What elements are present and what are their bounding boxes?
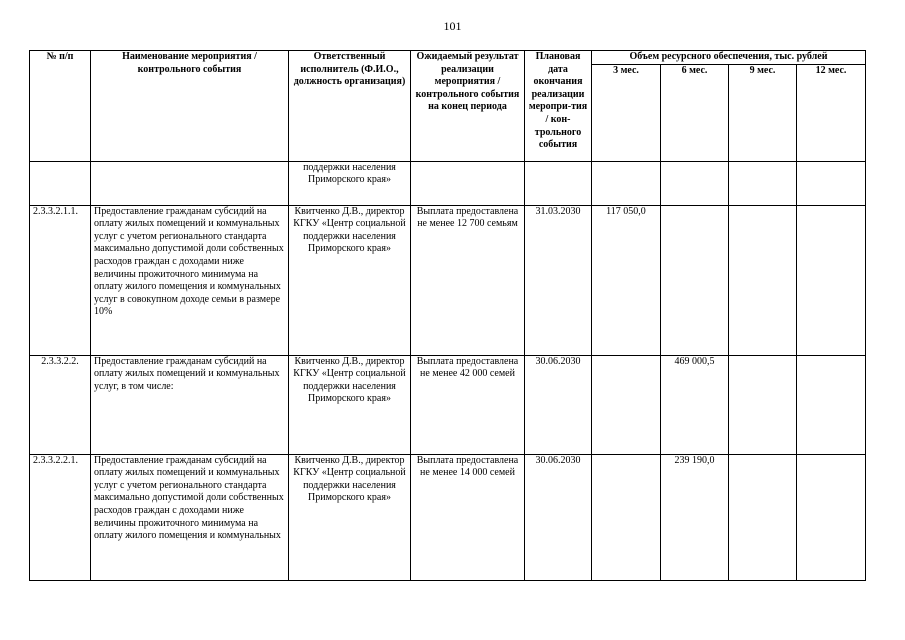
header-date: Плановая дата окончания реализации меропри-тия / кон-трольного события — [525, 51, 592, 162]
header-number: № п/п — [30, 51, 91, 162]
row-6-months — [661, 205, 729, 355]
row-9-months — [729, 205, 797, 355]
header-executor: Ответственный исполнитель (Ф.И.О., должность организация) — [289, 51, 411, 162]
row-12-months — [797, 205, 866, 355]
row-number — [30, 161, 91, 205]
row-9-months — [729, 355, 797, 454]
row-result: Выплата предоставлена не менее 42 000 семей — [411, 355, 525, 454]
row-9-months — [729, 454, 797, 580]
header-6-months: 6 мес. — [661, 64, 729, 161]
row-number: 2.3.3.2.1.1. — [30, 205, 91, 355]
header-12-months: 12 мес. — [797, 64, 866, 161]
row-executor: Квитченко Д.В., директор КГКУ «Центр социальной поддержки населения Приморского края» — [289, 454, 411, 580]
row-result — [411, 161, 525, 205]
row-6-months — [661, 161, 729, 205]
row-name: Предоставление гражданам субсидий на оплату жилых помещений и коммунальных услуг с учетом регионального стандарта максимально допустимой доли собственных расходов граждан с доходами ниже величины прожиточного минимума на оплату жилого помещения и коммунальных услуг в совокупном доходе семьи в размере 10% — [91, 205, 289, 355]
header-resources: Объем ресурсного обеспечения, тыс. рублей — [592, 51, 866, 65]
header-name: Наименование мероприятия / контрольного события — [91, 51, 289, 162]
table-row — [30, 355, 866, 454]
header-9-months: 9 мес. — [729, 64, 797, 161]
row-executor: Квитченко Д.В., директор КГКУ «Центр социальной поддержки населения Приморского края» — [289, 355, 411, 454]
row-6-months: 239 190,0 — [661, 454, 729, 580]
row-12-months — [797, 161, 866, 205]
header-result: Ожидаемый результат реализации мероприятия / контрольного события на конец периода — [411, 51, 525, 162]
row-3-months — [592, 355, 661, 454]
row-12-months — [797, 355, 866, 454]
row-3-months — [592, 454, 661, 580]
table-row — [30, 205, 866, 355]
row-3-months — [592, 161, 661, 205]
row-date — [525, 161, 592, 205]
row-executor: Квитченко Д.В., директор КГКУ «Центр социальной поддержки населения Приморского края» — [289, 205, 411, 355]
activities-table — [29, 50, 866, 581]
header-3-months: 3 мес. — [592, 64, 661, 161]
table-row — [30, 161, 866, 205]
row-12-months — [797, 454, 866, 580]
row-executor: поддержки населения Приморского края» — [289, 161, 411, 205]
row-date: 31.03.2030 — [525, 205, 592, 355]
row-number: 2.3.3.2.2.1. — [30, 454, 91, 580]
row-name: Предоставление гражданам субсидий на оплату жилых помещений и коммунальных услуг, в том числе: — [91, 355, 289, 454]
row-result: Выплата предоставлена не менее 12 700 семьям — [411, 205, 525, 355]
row-6-months: 469 000,5 — [661, 355, 729, 454]
row-date: 30.06.2030 — [525, 355, 592, 454]
table-row — [30, 454, 866, 580]
row-9-months — [729, 161, 797, 205]
row-3-months: 117 050,0 — [592, 205, 661, 355]
row-number: 2.3.3.2.2. — [30, 355, 91, 454]
row-result: Выплата предоставлена не менее 14 000 семей — [411, 454, 525, 580]
row-date: 30.06.2030 — [525, 454, 592, 580]
row-name: Предоставление гражданам субсидий на оплату жилых помещений и коммунальных услуг с учетом регионального стандарта максимально допустимой доли собственных расходов граждан с доходами ниже величины прожиточного минимума на оплату жилого помещения и коммунальных — [91, 454, 289, 580]
page-number: 101 — [443, 19, 462, 33]
row-name — [91, 161, 289, 205]
